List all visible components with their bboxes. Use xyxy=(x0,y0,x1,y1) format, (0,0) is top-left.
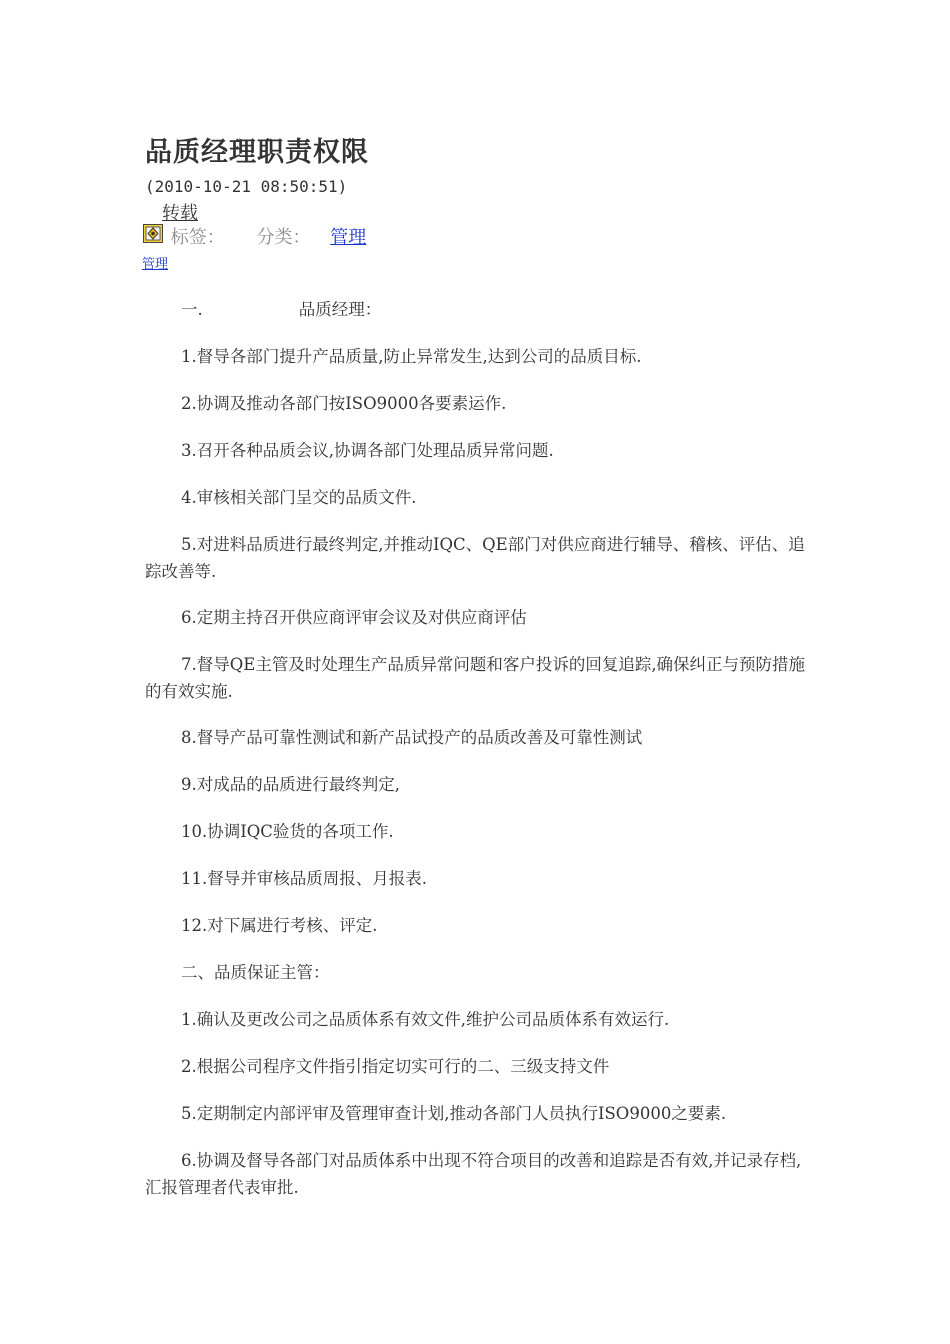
list-item: 8.督导产品可靠性测试和新产品试投产的品质改善及可靠性测试 xyxy=(181,728,643,747)
section1-heading xyxy=(145,296,381,323)
list-item: 5.对进料品质进行最终判定,并推动IQC、QE部门对供应商进行辅导、稽核、评估、追踪改善等. xyxy=(145,535,805,581)
list-item: 1.督导各部门提升产品质量,防止异常发生,达到公司的品质目标. xyxy=(181,347,642,366)
category-label: 分类： xyxy=(256,227,311,248)
section1-heading-text: 品质经理： xyxy=(298,300,382,319)
list-item: 4.审核相关部门呈交的品质文件. xyxy=(181,488,417,507)
list-item: 2.协调及推动各部门按ISO9000各要素运作. xyxy=(181,394,507,413)
list-item: 6.协调及督导各部门对品质体系中出现不符合项目的改善和追踪是否有效,并记录存档,汇报管理者代表审批. xyxy=(145,1151,802,1197)
list-item: 9.对成品的品质进行最终判定, xyxy=(181,775,400,794)
list-item: 5.定期制定内部评审及管理审查计划,推动各部门人员执行ISO9000之要素. xyxy=(181,1104,727,1123)
article-title: 品质经理职责权限 xyxy=(145,137,369,168)
list-item: 10.协调IQC验货的各项工作. xyxy=(181,822,394,841)
list-item: 7.督导QE主管及时处理生产品质异常问题和客户投诉的回复追踪,确保纠正与预防措施的有效实施. xyxy=(145,655,806,701)
article-date: (2010-10-21 08:50:51) xyxy=(145,177,348,196)
category-link[interactable]: 管理 xyxy=(330,227,367,248)
list-item: 6.定期主持召开供应商评审会议及对供应商评估 xyxy=(181,608,527,627)
section1-heading-prefix: 一. xyxy=(181,300,203,319)
tag-link[interactable]: 管理 xyxy=(142,257,169,272)
list-item: 11.督导并审核品质周报、月报表. xyxy=(181,869,427,888)
section2-heading: 二、品质保证主管： xyxy=(181,963,330,982)
list-item: 1.确认及更改公司之品质体系有效文件,维护公司品质体系有效运行. xyxy=(181,1010,670,1029)
meta-row xyxy=(143,223,366,249)
tag-icon xyxy=(143,224,163,243)
list-item: 12.对下属进行考核、评定. xyxy=(181,916,378,935)
repost-link[interactable]: 转载 xyxy=(162,203,198,224)
list-item: 2.根据公司程序文件指引指定切实可行的二、三级支持文件 xyxy=(181,1057,610,1076)
tags-label: 标签： xyxy=(170,227,225,248)
list-item: 3.召开各种品质会议,协调各部门处理品质异常问题. xyxy=(181,441,554,460)
